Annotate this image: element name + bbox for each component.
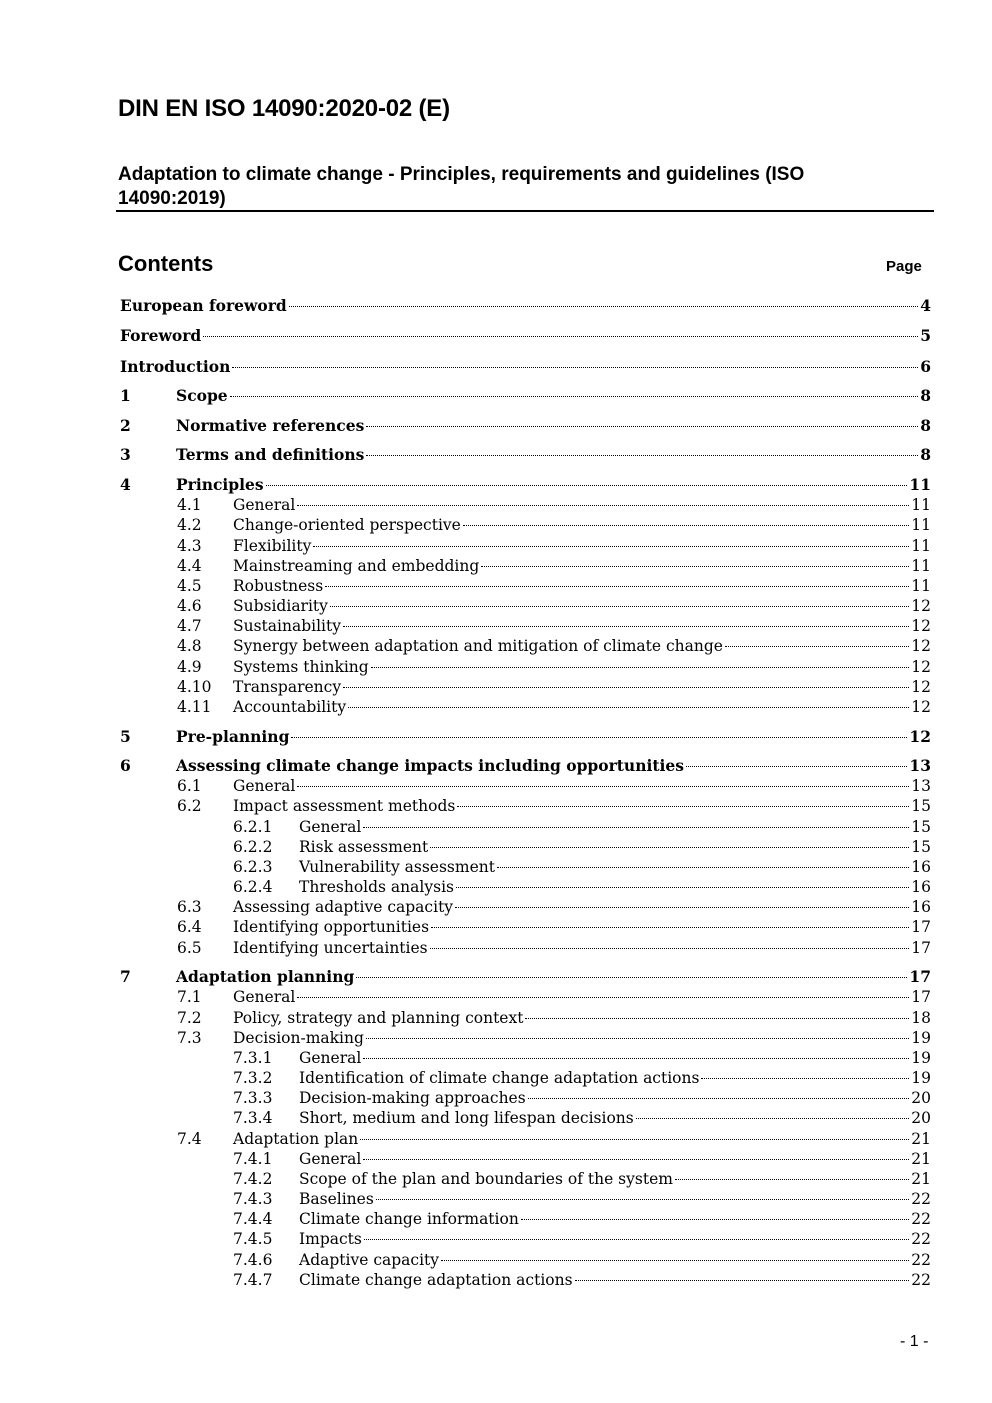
toc-entry-number: 4.5 [177,577,202,595]
toc-entry-title: Synergy between adaptation and mitigation of climate change [233,637,723,655]
toc-entry-page: 11 [911,557,931,575]
toc-dot-leader [203,336,918,337]
toc-entry-number: 7.3.1 [233,1049,273,1067]
toc-entry-number: 2 [120,416,131,435]
toc-entry-number: 6 [120,756,131,775]
toc-dot-leader [230,396,919,397]
toc-dot-leader [575,1280,910,1281]
toc-entry-number: 7.4.4 [233,1210,273,1228]
toc-dot-leader [291,737,907,738]
toc-dot-leader [701,1078,909,1079]
toc-entry-title: Systems thinking [233,658,369,676]
toc-entry-title: Adaptive capacity [299,1251,440,1269]
toc-entry-page: 15 [911,838,931,856]
toc-dot-leader [366,426,918,427]
toc-entry[interactable] [0,1270,992,1290]
toc-entry-title: Risk assessment [299,838,429,856]
toc-entry[interactable] [0,877,992,897]
toc-entry-number: 7.2 [177,1009,202,1027]
toc-entry-number: 4.7 [177,617,202,635]
toc-entry-number: 7.4.6 [233,1251,273,1269]
toc-entry-number: 4 [120,475,131,494]
toc-dot-leader [364,1239,909,1240]
toc-entry[interactable] [0,1028,992,1048]
toc-entry-title: Assessing adaptive capacity [233,898,454,916]
toc-entry-page: 16 [911,858,931,876]
toc-dot-leader [376,1199,909,1200]
toc-entry-title: Principles [176,475,264,494]
toc-entry-title: Climate change information [299,1210,519,1228]
toc-entry-title: Change-oriented perspective [233,516,461,534]
toc-entry[interactable] [0,536,992,556]
toc-dot-leader [528,1098,910,1099]
toc-dot-leader [356,977,907,978]
toc-entry-page: 22 [911,1251,931,1269]
toc-entry-title: Impact assessment methods [233,797,456,815]
toc-entry-page: 19 [911,1029,931,1047]
toc-entry-number: 6.2.2 [233,838,273,856]
toc-entry-number: 7.4.3 [233,1190,273,1208]
toc-entry-page: 12 [909,727,931,746]
toc-entry-page: 17 [911,918,931,936]
toc-entry[interactable] [0,756,992,776]
toc-entry[interactable] [0,677,992,697]
toc-entry[interactable] [0,296,992,316]
toc-entry-title: Adaptation plan [233,1130,359,1148]
toc-entry-title: Identifying uncertainties [233,939,428,957]
toc-entry-page: 11 [911,516,931,534]
toc-entry-title: Sustainability [233,617,341,635]
toc-dot-leader [366,455,918,456]
toc-entry[interactable] [0,1129,992,1149]
toc-entry-number: 4.3 [177,537,202,555]
toc-entry-title: Mainstreaming and embedding [233,557,480,575]
toc-entry[interactable] [0,1068,992,1088]
toc-entry-number: 7 [120,967,131,986]
toc-dot-leader [266,485,908,486]
toc-entry-page: 22 [911,1190,931,1208]
toc-entry-page: 21 [911,1170,931,1188]
toc-entry[interactable] [0,1108,992,1128]
toc-entry[interactable] [0,1149,992,1169]
toc-entry[interactable] [0,1008,992,1028]
toc-entry-number: 5 [120,727,131,746]
toc-entry-title: Identification of climate change adaptation actions [299,1069,700,1087]
toc-entry-title: Vulnerability assessment [299,858,495,876]
toc-entry-page: 5 [920,326,931,345]
toc-entry[interactable] [0,1088,992,1108]
toc-dot-leader [456,887,909,888]
toc-entry-page: 15 [911,797,931,815]
toc-entry-page: 19 [911,1069,931,1087]
toc-dot-leader [686,766,907,767]
toc-entry-number: 7.3 [177,1029,202,1047]
document-title: DIN EN ISO 14090:2020-02 (E) [118,95,450,122]
toc-entry-title: Flexibility [233,537,312,555]
toc-entry[interactable] [0,987,992,1007]
toc-entry-page: 12 [911,698,931,716]
toc-entry[interactable] [0,445,992,465]
toc-dot-leader [325,586,909,587]
toc-entry-title: Transparency [233,678,342,696]
toc-entry-title: General [233,988,296,1006]
toc-entry[interactable] [0,576,992,596]
toc-entry[interactable] [0,416,992,436]
toc-entry-number: 6.3 [177,898,202,916]
contents-heading: Contents [118,251,214,276]
toc-dot-leader [232,367,918,368]
toc-entry-title: Normative references [176,416,365,435]
toc-entry-number: 6.2.3 [233,858,273,876]
toc-entry-number: 1 [120,386,131,405]
toc-entry-title: Assessing climate change impacts including opportunities [176,756,684,775]
toc-entry-title: Climate change adaptation actions [299,1271,573,1289]
toc-entry-page: 22 [911,1230,931,1248]
toc-entry-number: 6.4 [177,918,202,936]
toc-entry-title: General [233,777,296,795]
toc-entry[interactable] [0,475,992,495]
toc-dot-leader [289,306,918,307]
toc-dot-leader [725,646,909,647]
toc-entry-title: General [233,496,296,514]
toc-entry[interactable] [0,1189,992,1209]
toc-entry-title: Pre-planning [176,727,290,746]
toc-entry-number: 7.4.1 [233,1150,273,1168]
toc-dot-leader [463,525,909,526]
toc-entry-number: 3 [120,445,131,464]
toc-entry[interactable] [0,917,992,937]
toc-dot-leader [431,927,909,928]
toc-entry-number: 4.4 [177,557,202,575]
toc-entry-number: 6.2.4 [233,878,273,896]
toc-entry-title: Robustness [233,577,324,595]
toc-dot-leader [441,1260,909,1261]
toc-entry-page: 22 [911,1271,931,1289]
toc-entry-page: 20 [911,1089,931,1107]
toc-entry[interactable] [0,967,992,987]
toc-entry-page: 12 [911,678,931,696]
toc-entry-number: 4.1 [177,496,202,514]
toc-entry-title: Impacts [299,1230,362,1248]
toc-entry[interactable] [0,636,992,656]
toc-entry-number: 6.5 [177,939,202,957]
toc-dot-leader [330,606,909,607]
toc-dot-leader [348,707,909,708]
toc-entry-number: 7.4.5 [233,1230,273,1248]
toc-entry-page: 12 [911,597,931,615]
toc-dot-leader [525,1018,909,1019]
toc-entry-page: 17 [911,939,931,957]
toc-entry-title: Scope of the plan and boundaries of the system [299,1170,673,1188]
toc-entry-title: Foreword [120,326,202,345]
toc-entry-number: 7.3.3 [233,1089,273,1107]
toc-dot-leader [521,1219,909,1220]
toc-entry[interactable] [0,616,992,636]
toc-entry-page: 8 [920,386,931,405]
toc-entry[interactable] [0,386,992,406]
toc-dot-leader [363,1058,909,1059]
toc-entry-title: Decision-making [233,1029,364,1047]
toc-entry-page: 22 [911,1210,931,1228]
toc-entry[interactable] [0,657,992,677]
toc-entry-number: 7.4 [177,1130,202,1148]
toc-entry-page: 16 [911,898,931,916]
toc-entry-number: 7.3.2 [233,1069,273,1087]
toc-entry-page: 8 [920,445,931,464]
toc-entry-page: 15 [911,818,931,836]
toc-entry[interactable] [0,1209,992,1229]
toc-entry-page: 12 [911,637,931,655]
toc-dot-leader [430,847,909,848]
toc-entry-number: 6.2.1 [233,818,273,836]
toc-entry-title: Baselines [299,1190,374,1208]
toc-entry-number: 6.2 [177,797,202,815]
toc-entry-title: Terms and definitions [176,445,365,464]
toc-dot-leader [363,1159,909,1160]
toc-entry-number: 7.1 [177,988,202,1006]
toc-entry-page: 11 [909,475,931,494]
toc-entry[interactable] [0,727,992,747]
toc-entry[interactable] [0,697,992,717]
toc-entry-title: Introduction [120,357,231,376]
toc-entry-title: Accountability [233,698,347,716]
toc-dot-leader [360,1139,909,1140]
toc-entry-title: Thresholds analysis [299,878,454,896]
toc-entry-page: 12 [911,617,931,635]
toc-entry-page: 21 [911,1150,931,1168]
toc-entry-page: 17 [911,988,931,1006]
toc-dot-leader [343,687,909,688]
toc-entry-number: 7.3.4 [233,1109,273,1127]
document-subtitle: Adaptation to climate change - Principles, requirements and guidelines (ISO 14090:2019) [118,164,805,209]
toc-entry[interactable] [0,515,992,535]
toc-entry-title: Policy, strategy and planning context [233,1009,524,1027]
toc-entry-page: 16 [911,878,931,896]
toc-entry-number: 4.11 [177,698,212,716]
toc-dot-leader [497,867,909,868]
toc-entry[interactable] [0,857,992,877]
toc-dot-leader [366,1038,909,1039]
toc-dot-leader [481,566,909,567]
toc-dot-leader [297,997,909,998]
toc-entry-title: Adaptation planning [176,967,355,986]
toc-entry[interactable] [0,1169,992,1189]
toc-entry[interactable] [0,556,992,576]
toc-entry-number: 4.2 [177,516,202,534]
toc-entry-title: Subsidiarity [233,597,328,615]
toc-dot-leader [675,1179,909,1180]
toc-entry[interactable] [0,796,992,816]
toc-entry-page: 4 [920,296,931,315]
page-column-label: Page [886,258,922,275]
toc-entry[interactable] [0,596,992,616]
toc-dot-leader [455,907,909,908]
toc-entry[interactable] [0,1048,992,1068]
toc-dot-leader [363,827,909,828]
toc-entry-page: 12 [911,658,931,676]
toc-entry-number: 4.9 [177,658,202,676]
toc-entry-number: 4.6 [177,597,202,615]
toc-dot-leader [297,505,909,506]
toc-entry-title: General [299,1049,362,1067]
toc-entry[interactable] [0,817,992,837]
toc-entry[interactable] [0,326,992,346]
toc-entry-page: 19 [911,1049,931,1067]
toc-entry-title: Identifying opportunities [233,918,430,936]
toc-entry-page: 8 [920,416,931,435]
toc-entry[interactable] [0,357,992,377]
toc-entry-page: 17 [909,967,931,986]
toc-entry-title: General [299,818,362,836]
toc-dot-leader [457,806,909,807]
toc-entry[interactable] [0,495,992,515]
toc-entry[interactable] [0,837,992,857]
toc-dot-leader [371,667,910,668]
toc-entry-number: 6.1 [177,777,202,795]
toc-entry-page: 13 [911,777,931,795]
toc-entry-page: 13 [909,756,931,775]
toc-entry-number: 7.4.7 [233,1271,273,1289]
toc-entry-title: General [299,1150,362,1168]
toc-entry-title: Decision-making approaches [299,1089,526,1107]
toc-entry-page: 11 [911,496,931,514]
toc-dot-leader [297,786,909,787]
toc-entry-title: Short, medium and long lifespan decisions [299,1109,634,1127]
toc-entry-page: 11 [911,537,931,555]
toc-entry[interactable] [0,1250,992,1270]
toc-entry-page: 6 [920,357,931,376]
toc-entry[interactable] [0,776,992,796]
toc-entry-number: 4.8 [177,637,202,655]
toc-dot-leader [343,626,909,627]
toc-entry-page: 20 [911,1109,931,1127]
toc-entry[interactable] [0,1229,992,1249]
toc-entry-page: 18 [911,1009,931,1027]
toc-dot-leader [636,1118,910,1119]
toc-dot-leader [313,546,909,547]
toc-entry[interactable] [0,897,992,917]
toc-entry-number: 7.4.2 [233,1170,273,1188]
page-number-footer: - 1 - [900,1333,929,1350]
toc-entry-page: 11 [911,577,931,595]
toc-entry-title: Scope [176,386,228,405]
toc-entry-title: European foreword [120,296,287,315]
toc-entry[interactable] [0,938,992,958]
toc-dot-leader [430,948,910,949]
toc-entry-number: 4.10 [177,678,212,696]
toc-entry-page: 21 [911,1130,931,1148]
